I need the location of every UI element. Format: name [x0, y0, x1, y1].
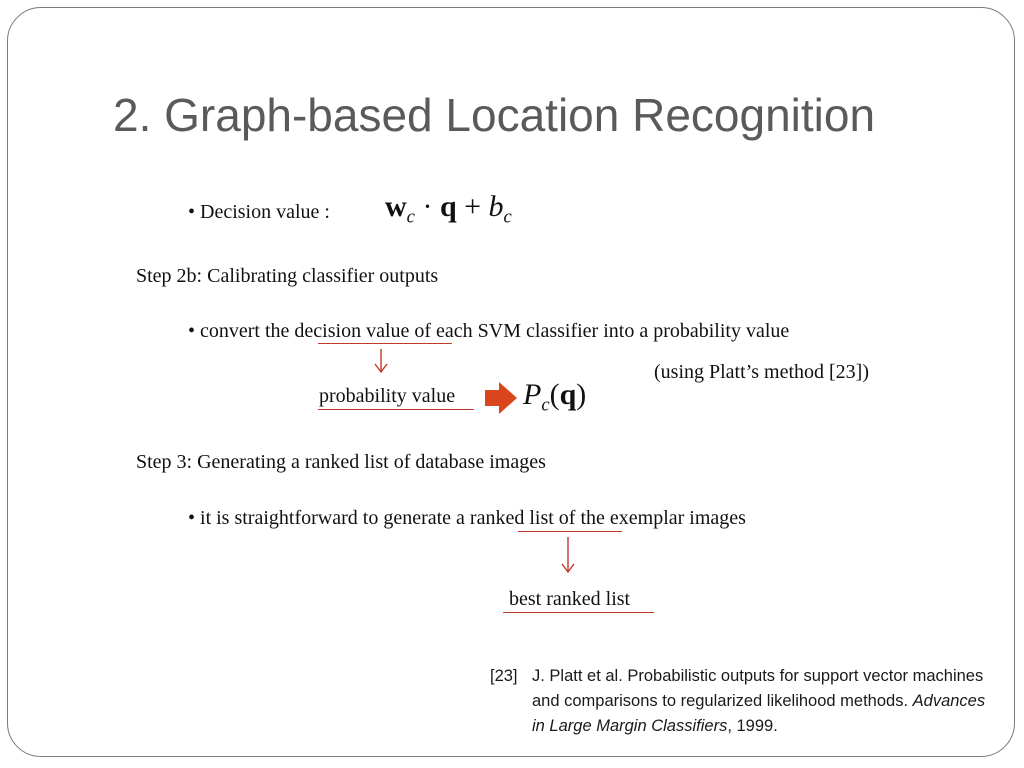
decision-formula	[385, 190, 512, 229]
probability-subscript: c	[541, 394, 550, 416]
query-vector: q	[439, 190, 457, 223]
probability-formula	[523, 378, 586, 417]
decision-value-highlight: decision value	[294, 320, 410, 342]
best-ranked-list-underline	[503, 612, 654, 613]
bullet: •	[188, 201, 196, 223]
weight-vector: w	[385, 190, 407, 223]
reference-line-2	[532, 689, 985, 714]
step3-heading: Step 3: Generating a ranked list of database images	[136, 451, 546, 473]
decision-bullet-line	[188, 200, 330, 224]
bullet: •	[188, 320, 196, 342]
probability-symbol: P	[523, 378, 542, 411]
weight-subscript: c	[406, 206, 415, 228]
step2b-note: (using Platt’s method [23])	[654, 361, 869, 383]
left-paren: (	[549, 378, 560, 411]
step3-post: of the exemplar images	[558, 507, 746, 529]
down-arrow-icon	[559, 536, 577, 574]
step2b-pre: convert the	[200, 320, 290, 342]
bullet: •	[188, 507, 196, 529]
reference-line-2-text: and comparisons to regularized likelihood methods.	[532, 692, 909, 710]
ranked-list-highlight: ranked list	[469, 507, 554, 529]
dot-operator: ·	[422, 190, 433, 223]
plus-operator: +	[464, 190, 482, 223]
bias-subscript: c	[503, 206, 512, 228]
step2b-post: of each SVM classifier into a probability value	[414, 320, 790, 342]
bias-term: b	[488, 190, 504, 223]
reference-line-1: J. Platt et al. Probabilistic outputs for support vector machines	[532, 667, 984, 685]
step3-pre: it is straightforward to generate a	[200, 507, 465, 529]
reference-venue-part2: in Large Margin Classifiers	[532, 717, 728, 735]
reference-line-3	[532, 714, 985, 739]
right-paren: )	[576, 378, 587, 411]
probability-value-label: probability value	[319, 385, 456, 407]
step3-bullet-line	[188, 506, 746, 530]
reference-venue-part1: Advances	[912, 692, 986, 710]
right-block-arrow-icon	[484, 381, 518, 415]
reference-citation	[532, 664, 985, 739]
reference-year: , 1999.	[727, 717, 778, 735]
decision-value-underline	[318, 343, 452, 344]
ranked-list-underline	[518, 531, 622, 532]
query-vector: q	[559, 378, 577, 411]
reference-number: [23]	[490, 667, 518, 685]
best-ranked-list-label: best ranked list	[509, 588, 631, 610]
slide-title: 2. Graph-based Location Recognition	[113, 89, 876, 141]
step2b-heading: Step 2b: Calibrating classifier outputs	[136, 265, 439, 287]
decision-label: Decision value :	[200, 201, 330, 223]
step2b-bullet-line	[188, 319, 789, 343]
down-arrow-icon	[372, 348, 390, 374]
probability-value-underline	[318, 409, 474, 410]
